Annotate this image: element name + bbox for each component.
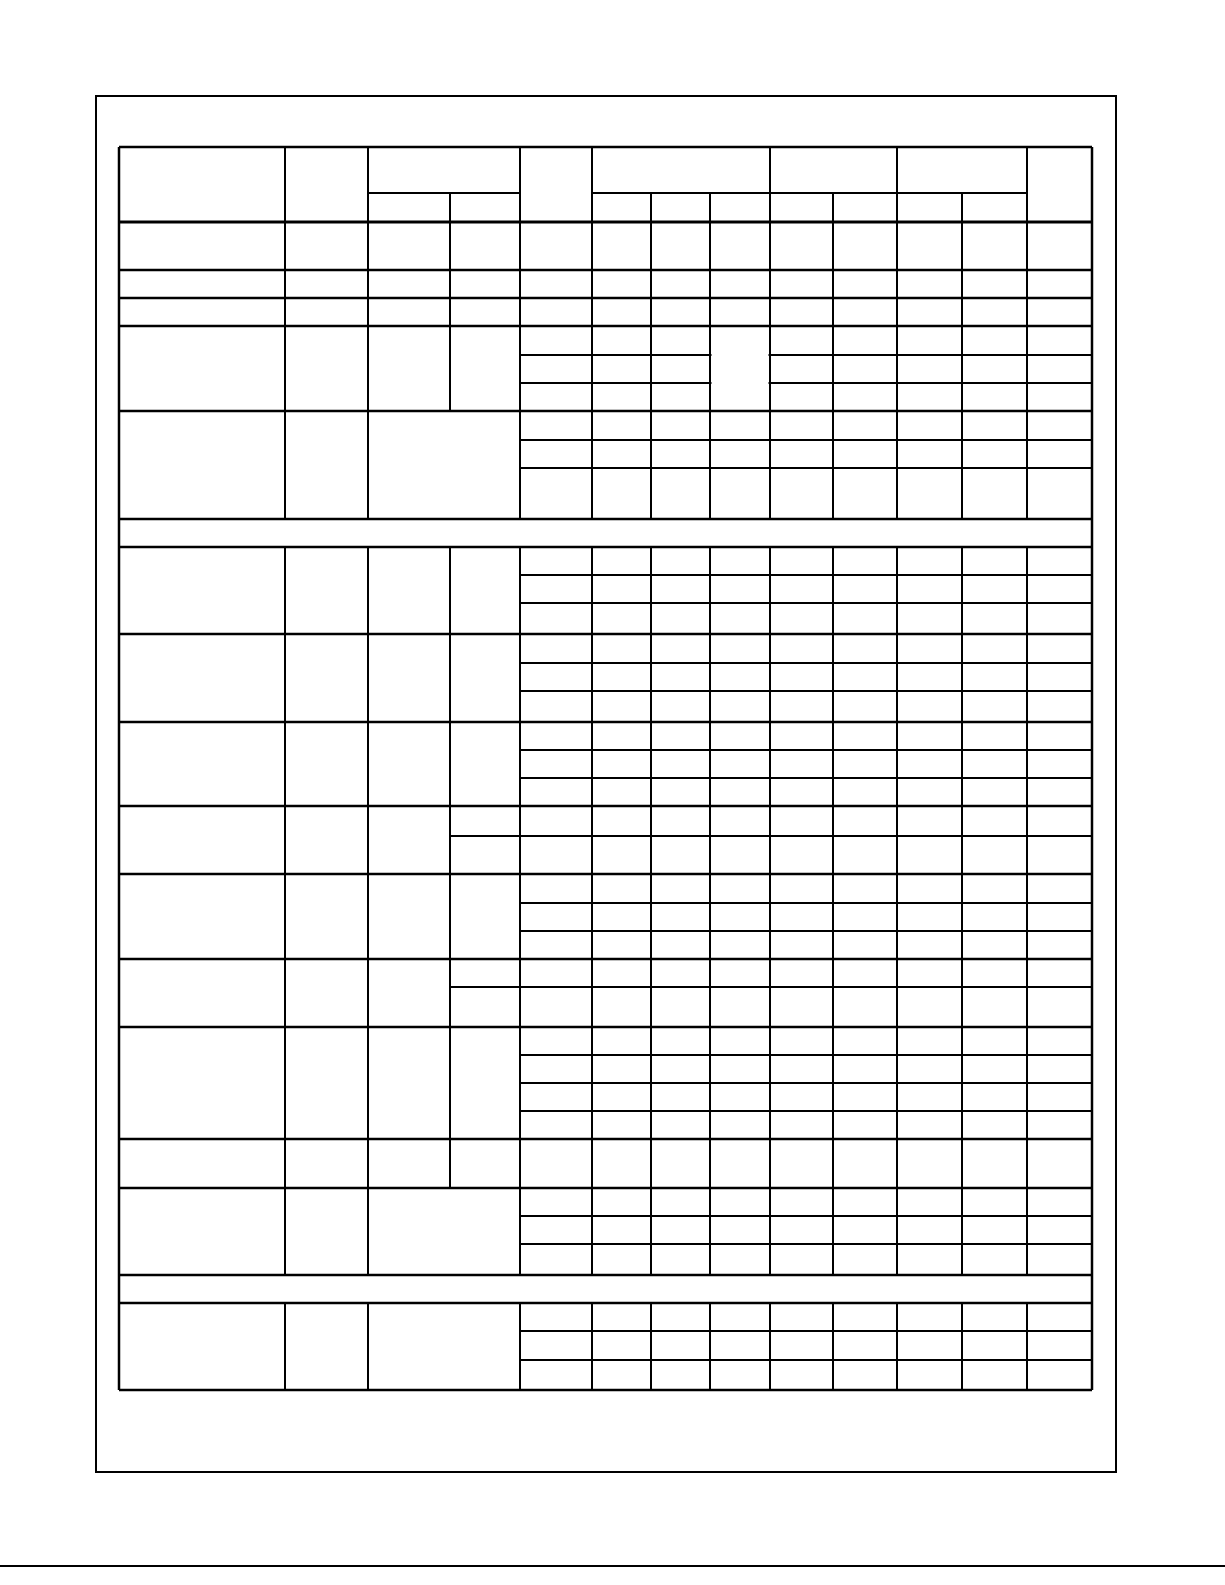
- page-bottom-rule: [0, 1565, 1225, 1567]
- merged-cell: [712, 328, 769, 410]
